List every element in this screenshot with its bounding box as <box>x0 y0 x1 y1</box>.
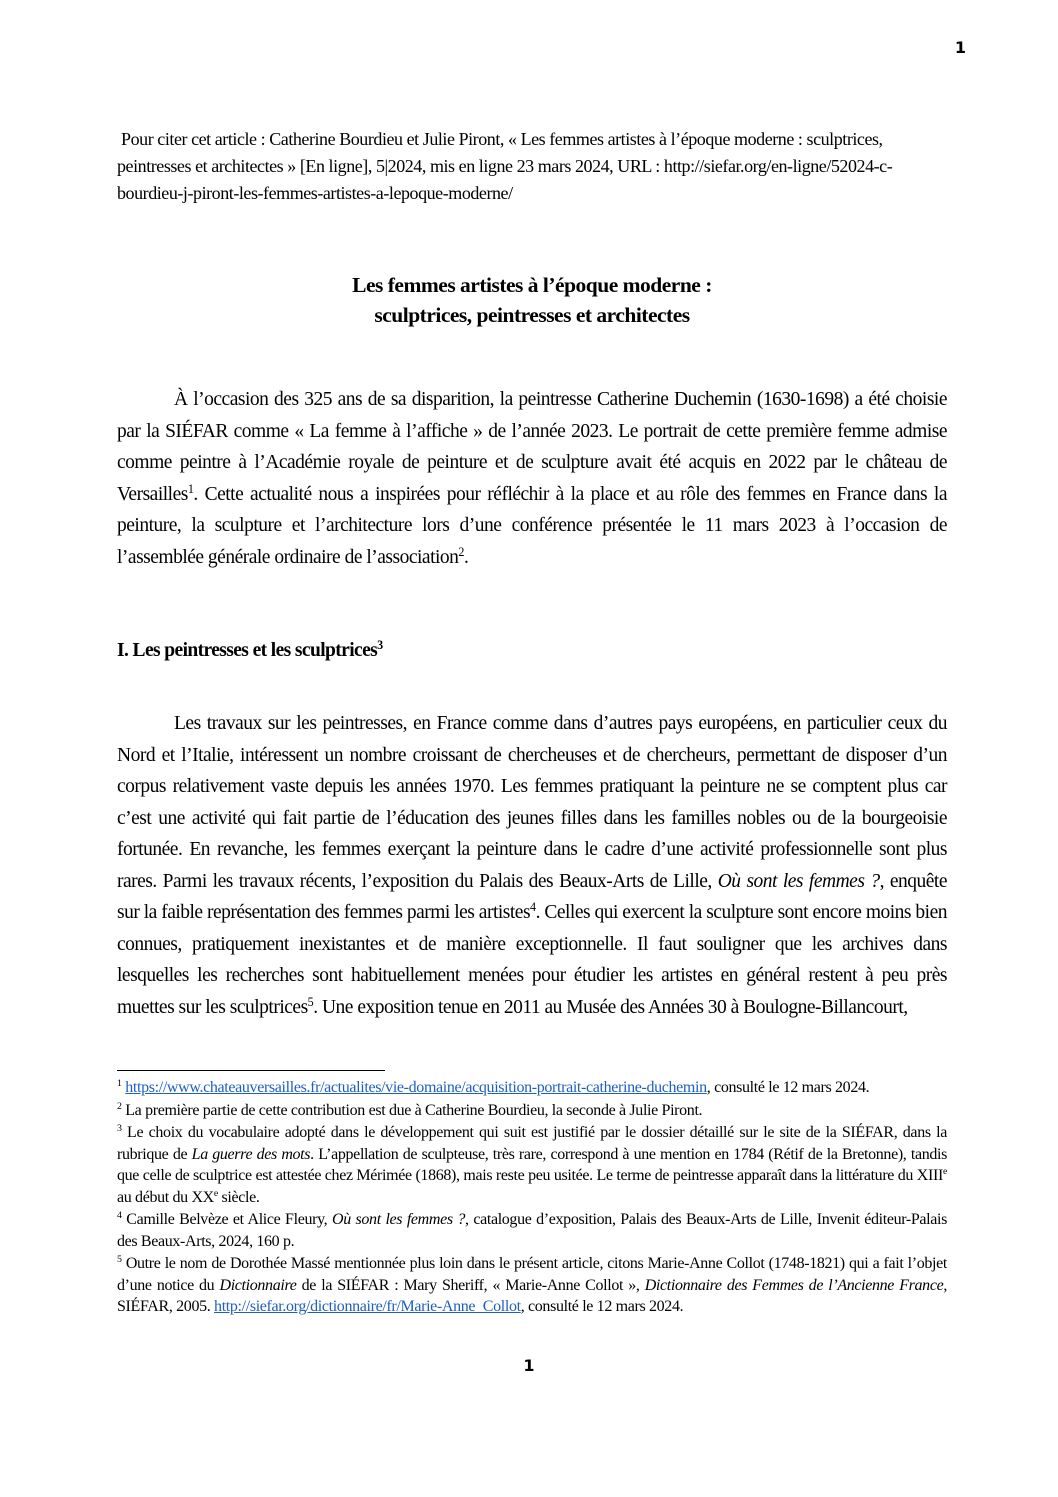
intro-paragraph <box>117 384 947 573</box>
footnote-text: , catalogue d’exposition, Palais des Beaux-Arts de Lille, Invenit éditeur-Palais des Beaux-Arts, 2024, 160 p. <box>117 1211 947 1250</box>
footnote-separator <box>117 1070 385 1071</box>
footnote-ref-5[interactable]: 5 <box>307 994 314 1009</box>
footnote-2 <box>117 1100 947 1122</box>
footnote-italic: La guerre des mots <box>191 1145 311 1163</box>
footnote-text: , consulté le 12 mars 2024. <box>706 1079 870 1096</box>
footnotes <box>117 1077 947 1319</box>
century-suffix: e <box>213 1187 218 1199</box>
section-paragraph <box>117 708 947 1023</box>
footnote-link[interactable]: http://siefar.org/dictionnaire/fr/Marie-Anne_Collot <box>214 1298 521 1315</box>
footnote-ref-3[interactable]: 3 <box>377 637 383 652</box>
article-title-line-2: sculptrices, peintresses et architectes <box>374 303 690 327</box>
section-text-2: , enquête sur la faible représentation des femmes parmi les artistes <box>117 870 947 923</box>
footnote-number: 1 <box>117 1078 122 1090</box>
footnote-ref-1[interactable]: 1 <box>187 481 194 496</box>
footnote-number: 3 <box>117 1123 122 1135</box>
section-heading-text: I. Les peintresses et les sculptrices <box>117 640 378 661</box>
footnote-ref-2[interactable]: 2 <box>458 544 464 559</box>
footnote-italic: Où sont les femmes ? <box>332 1211 466 1228</box>
footnote-text: Camille Belvèze et Alice Fleury, <box>121 1211 332 1228</box>
section-text-1: Les travaux sur les peintresses, en France comme dans d’autres pays européens, en particulier ceux du Nord et l’Italie, intéressent un nombre croissant de chercheuses et de chercheurs, permettant de disposer d’un corpus relativement vaste depuis les années 1970. Les femmes pratiquant la peinture ne se comptent plus car c’est une activité qui fait partie de l’éducation des jeunes filles dans les familles nobles ou de la bourgeoisie fortunée. En revanche, les femmes exerçant la peinture dans le cadre d’une activité professionnelle sont plus rares. Parmi les travaux récents, l’exposition du Palais des Beaux-Arts de Lille, <box>117 713 947 892</box>
page-number-top: 1 <box>954 38 966 57</box>
footnote-text: Le choix du vocabulaire adopté dans le développement qui suit est justifié par le dossier détaillé sur le site de la SIÉFAR, dans la rubrique de <box>117 1124 947 1163</box>
footnote-text: au début du XX <box>117 1188 214 1206</box>
footnote-3 <box>117 1122 947 1208</box>
section-heading <box>117 637 383 662</box>
intro-text-1: À l’occasion des 325 ans de sa disparition, la peintresse Catherine Duchemin (1630-1698) a été choisie par la SIÉFAR comme « La femme à l’affiche » de l’année 2023. Le portrait de cette première femme admise comme peintre à l’Académie royale de peinture et de sculpture avait été acquis en 2022 par le château de Versailles <box>117 389 947 505</box>
footnote-text: de la SIÉFAR : Mary Sheriff, « Marie-Anne Collot », <box>296 1276 645 1294</box>
footnote-italic: Dictionnaire des Femmes de l’Ancienne France <box>644 1276 944 1294</box>
century-suffix: e <box>942 1166 947 1178</box>
footnote-text: , consulté le 12 mars 2024. <box>520 1298 684 1315</box>
section-text-4: . Une exposition tenue en 2011 au Musée des Années 30 à Boulogne-Billancourt, <box>313 996 908 1018</box>
page-number-bottom: 1 <box>523 1356 535 1375</box>
footnote-number: 2 <box>117 1100 122 1112</box>
footnote-text: . L’appellation de sculpteuse, très rare, correspond à une mention en 1784 (Rétif de la Bretonne), tandis que celle de sculptrice est attestée chez Mérimée (1868), mais reste peu usitée. Le terme de peintresse apparaît dans la littérature du XIII <box>117 1145 947 1184</box>
footnote-text: siècle. <box>217 1188 260 1206</box>
intro-text-2: . Cette actualité nous a inspirées pour réfléchir à la place et au rôle des femmes en France dans la peinture, la sculpture et l’architecture lors d’une conférence présentée le 11 mars 2023 à l’occasion de l’assemblée générale ordinaire de l’association <box>117 483 947 568</box>
footnote-number: 5 <box>117 1254 122 1266</box>
section-text-3: . Celles qui exercent la sculpture sont encore moins bien connues, pratiquement inexistantes et de manière exceptionnelle. Il faut souligner que les archives dans lesquelles les recherches sont habituellement menées pour étudier les artistes en général restent à peu près muettes sur les sculptrices <box>117 902 947 1018</box>
footnote-number: 4 <box>117 1210 122 1222</box>
footnote-link[interactable]: https://www.chateauversailles.fr/actualites/vie-domaine/acquisition-portrait-catherine-duchemin <box>125 1079 707 1096</box>
footnote-text: La première partie de cette contribution est due à Catherine Bourdieu, la seconde à Julie Piront. <box>121 1101 703 1119</box>
intro-text-3: . <box>463 546 469 568</box>
footnote-ref-4[interactable]: 4 <box>530 899 536 914</box>
article-title <box>117 270 947 330</box>
footnote-text: Outre le nom de Dorothée Massé mentionnée plus loin dans le présent article, citons Marie-Anne Collot (1748-1821) qui a fait l’objet d’une notice du <box>117 1255 947 1294</box>
footnote-1 <box>117 1077 947 1099</box>
footnote-italic: Dictionnaire <box>219 1276 297 1294</box>
article-title-line-1: Les femmes artistes à l’époque moderne : <box>352 273 712 297</box>
footnote-5 <box>117 1253 947 1318</box>
footnote-text: , SIÉFAR, 2005. <box>117 1276 947 1315</box>
exhibition-title: Où sont les femmes ? <box>717 870 880 892</box>
footnote-4 <box>117 1209 947 1252</box>
citation-notice: Pour citer cet article : Catherine Bourdieu et Julie Piront, « Les femmes artistes à l’époque moderne : sculptrices, peintresses et architectes » [En ligne], 5|2024, mis en ligne 23 mars 2024, URL : http://siefar.org/en-ligne/52024-c-bourdieu-j-piront-les-femmes-artistes-a-lepoque-moderne/ <box>117 129 893 203</box>
